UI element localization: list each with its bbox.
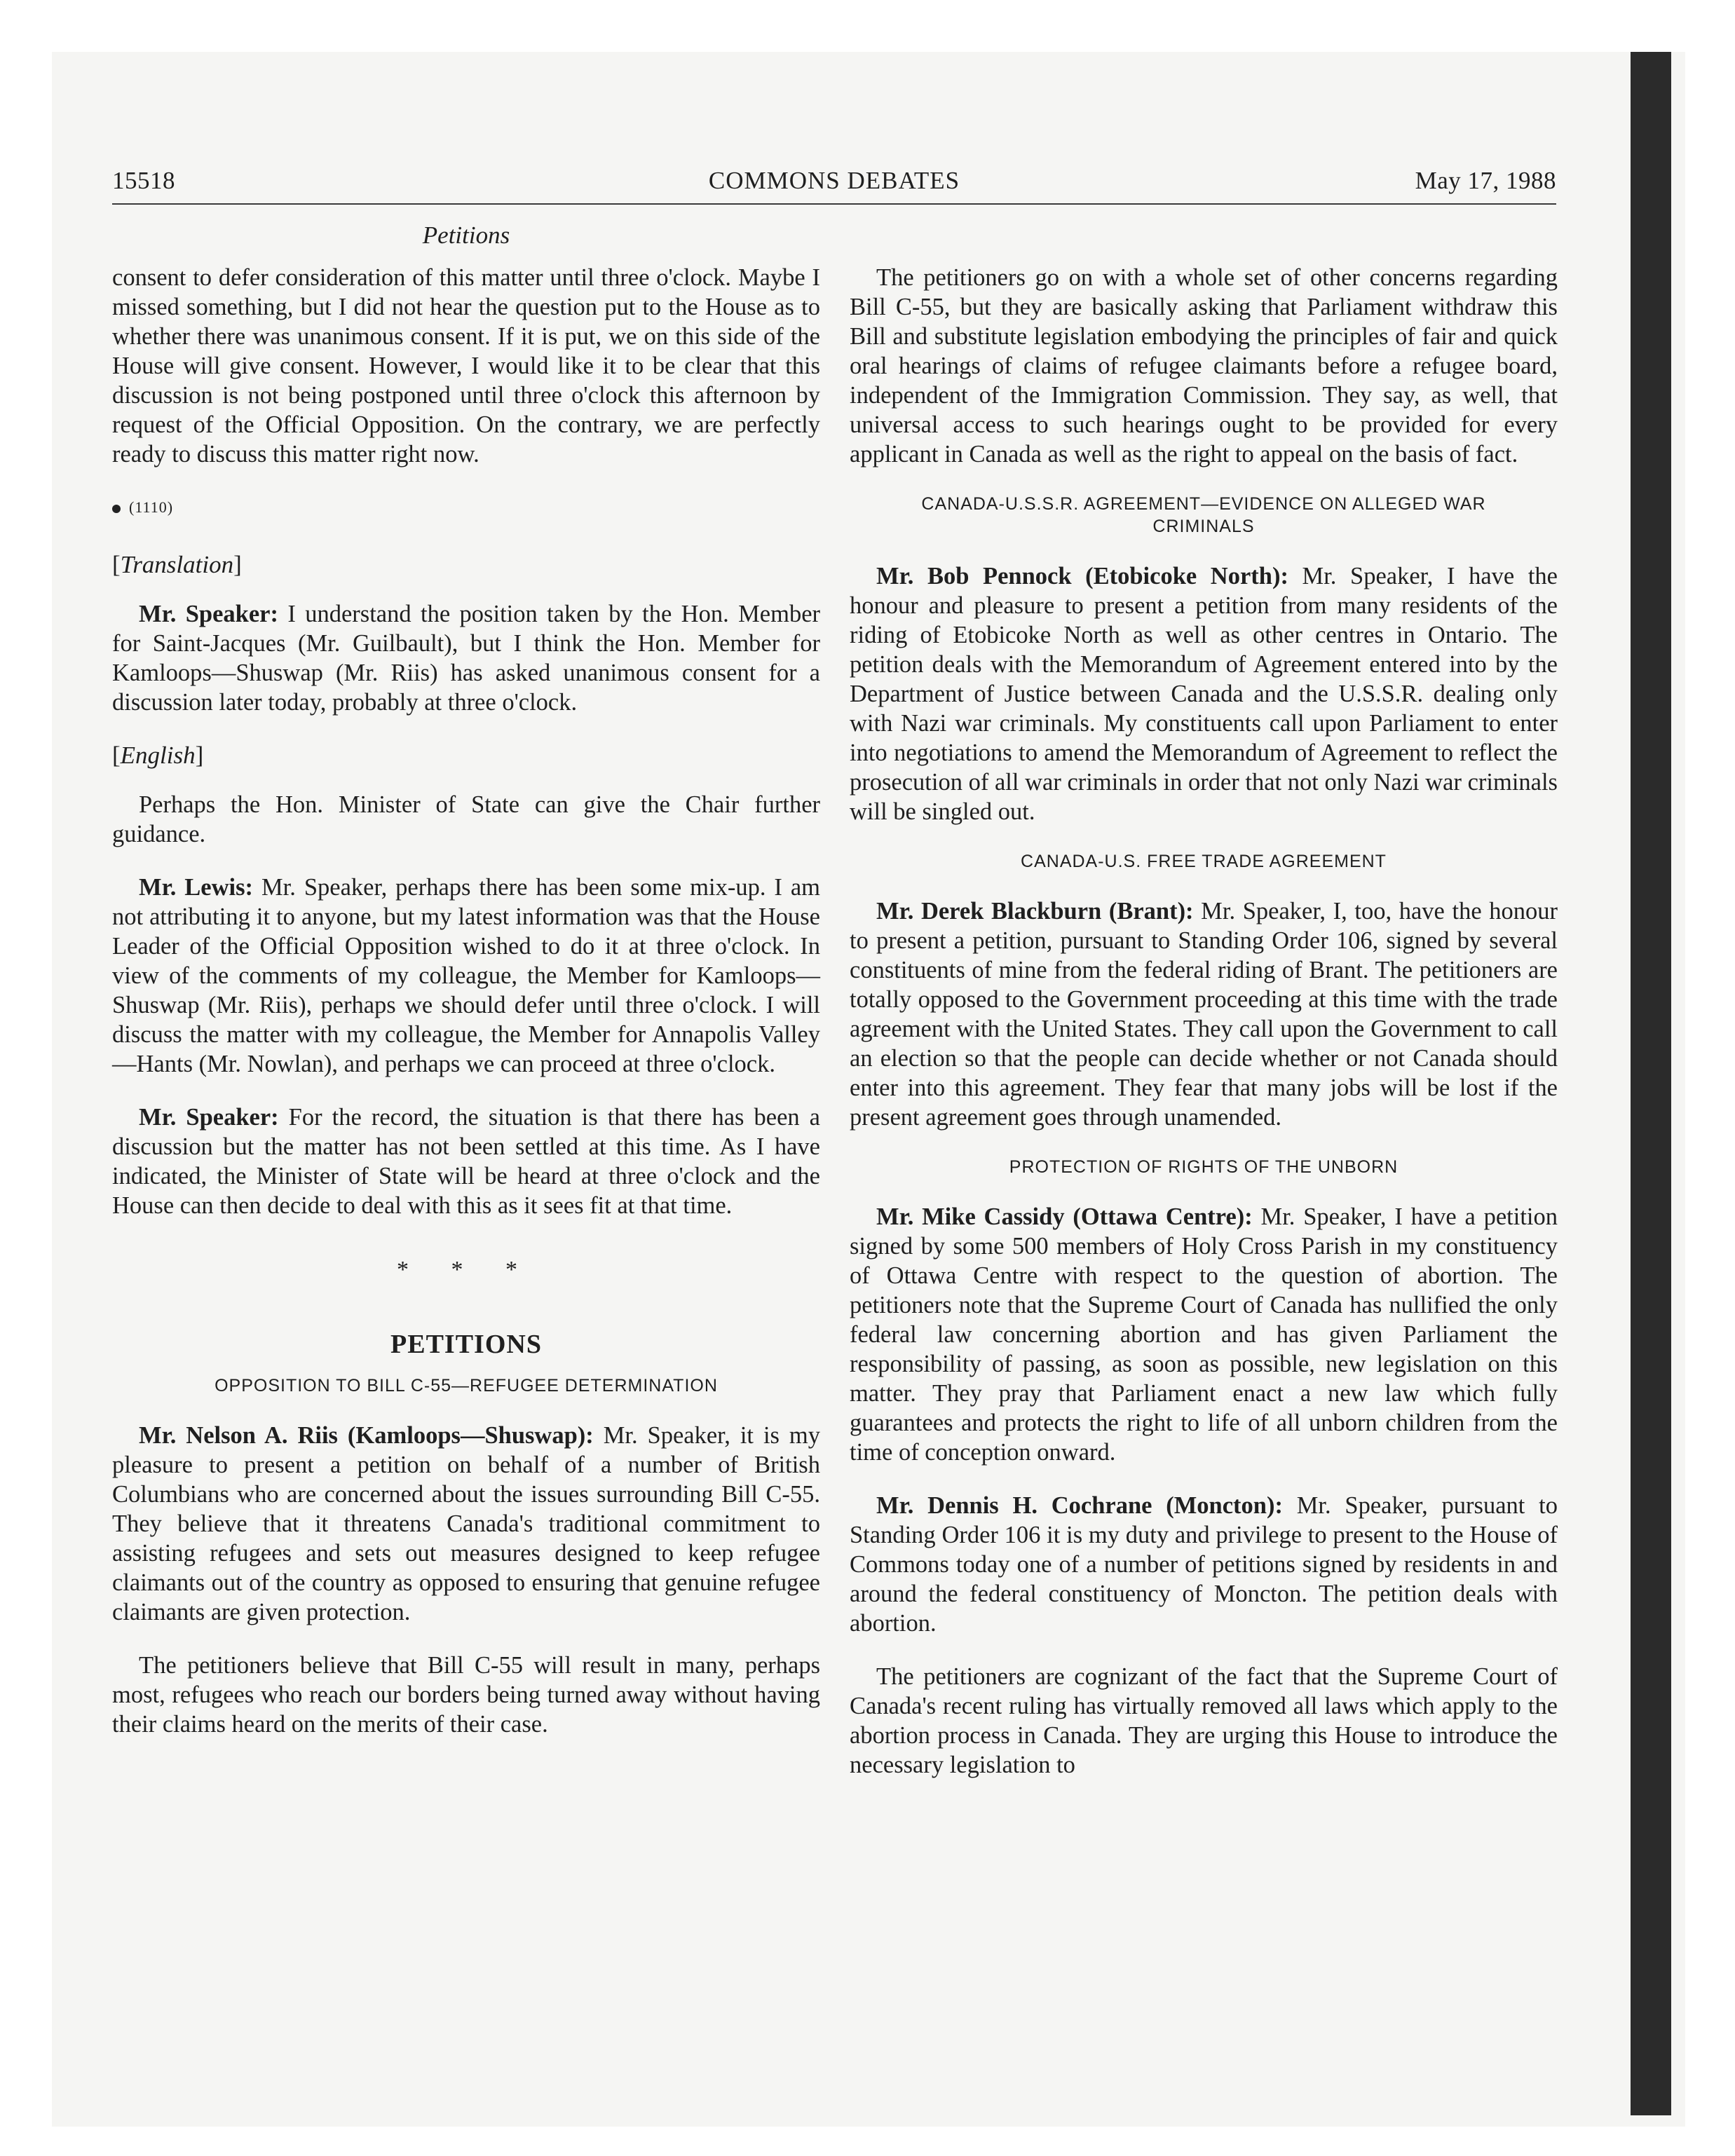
paragraph-petitioners: The petitioners go on with a whole set of other concerns regarding Bill C-55, but they are basically asking that Parliament withdraw this Bill and substitute legislation embodying the principles of fair and quick oral hearings of claims of refugee claimants before a refugee board, independent of the Immigration Commission. They say, as well, that universal access to such hearings ought to be provided for every applicant in Canada as well as the right to appeal on the basis of fact. <box>850 264 1558 468</box>
speaker-name: Mr. Lewis: <box>139 874 254 901</box>
section-divider: * * * <box>397 1257 536 1283</box>
speaker-name: Mr. Derek Blackburn (Brant): <box>876 898 1194 925</box>
speech-pennock <box>850 561 1558 826</box>
speech-text: I understand the position taken by the Hon. Member for Saint-Jacques (Mr. Guilbault), but I think the Hon. Member for Kamloops—Shuswap (Mr. Riis) has asked unanimous consent for a discussion later today, probably at three o'clock. <box>112 601 820 716</box>
speech-speaker-2 <box>112 1103 820 1220</box>
paragraph-minister: Perhaps the Hon. Minister of State can give the Chair further guidance. <box>112 791 820 847</box>
right-column <box>850 263 1558 1803</box>
journal-title: COMMONS DEBATES <box>708 167 960 194</box>
speaker-name: Mr. Bob Pennock (Etobicoke North): <box>876 563 1288 589</box>
translation-label: Translation <box>120 551 234 578</box>
section-title: PETITIONS <box>390 1330 542 1359</box>
speech-text: Mr. Speaker, I have a petition signed by some 500 members of Holy Cross Parish in my constituency of Ottawa Centre with respect to the question of abortion. The petitioners note that the Supreme Court of Canada has nullified the only federal law concerning abortion and has given Parliament the responsibility of passing, as soon as possible, new legislation on this matter. They pray that Parliament enact a new law which fully guarantees and protects the right to life of all unborn children from the time of conception onward. <box>850 1203 1558 1466</box>
speech-text: Mr. Speaker, I, too, have the honour to present a petition, pursuant to Standing Order 106, signed by several constituents of mine from the federal riding of Brant. The petitioners are totally opposed to the Government proceeding at this time with the trade agreement with the United States. They call upon the Government to call an election so that the people can decide whether or not Canada should enter into this agreement. They fear that many jobs will be lost if the present agreement goes through unamended. <box>850 898 1558 1131</box>
speaker-name: Mr. Mike Cassidy (Ottawa Centre): <box>876 1203 1253 1230</box>
time-marker-text: (1110) <box>129 498 174 516</box>
speech-lewis <box>112 873 820 1079</box>
page-number: 15518 <box>112 167 175 194</box>
scan-edge-shadow <box>1631 52 1671 2115</box>
subheading: PROTECTION OF RIGHTS OF THE UNBORN <box>1009 1157 1399 1177</box>
speaker-name: Mr. Nelson A. Riis (Kamloops—Shuswap): <box>139 1422 594 1449</box>
speech-text: Mr. Speaker, pursuant to Standing Order 106 it is my duty and privilege to present to the House of Commons today one of a number of petitions signed by residents in and around the federal constituency of Moncton. The petition deals with abortion. <box>850 1492 1558 1637</box>
speech-text: Mr. Speaker, perhaps there has been some mix-up. I am not attributing it to anyone, but my latest information was that the House Leader of the Official Opposition wished to do it at three o'clock. In view of the comments of my colleague, the Member for Kamloops—Shuswap (Mr. Riis), perhaps we should defer until three o'clock. I will discuss the matter with my colleague, the Member for Annapolis Valley—Hants (Mr. Nowlan), and perhaps we can proceed at three o'clock. <box>112 874 821 1077</box>
time-marker <box>112 493 820 522</box>
english-label: English <box>120 742 196 769</box>
subheading: CANADA-U.S.S.R. AGREEMENT—EVIDENCE ON ALLEGED WAR CRIMINALS <box>921 494 1486 536</box>
subheading: OPPOSITION TO BILL C-55—REFUGEE DETERMINATION <box>215 1376 718 1396</box>
subheading: CANADA-U.S. FREE TRADE AGREEMENT <box>1021 852 1387 871</box>
page-date: May 17, 1988 <box>1415 167 1556 194</box>
speech-cassidy <box>850 1202 1558 1467</box>
paragraph-cochrane-2: The petitioners are cognizant of the fact that the Supreme Court of Canada's recent ruling has virtually removed all laws which apply to the abortion process in Canada. They are urging this House to introduce the necessary legislation to <box>850 1663 1558 1778</box>
page-header <box>112 167 1556 205</box>
speech-text: For the record, the situation is that there has been a discussion but the matter has not been settled at this time. As I have indicated, the Minister of State will be heard at three o'clock and the House can then decide to deal with this as it sees fit at that time. <box>112 1104 820 1219</box>
speech-speaker-1 <box>112 599 820 717</box>
speech-blackburn <box>850 896 1558 1132</box>
speech-text: Mr. Speaker, it is my pleasure to present a petition on behalf of a number of British Columbians who are concerned about the issues surrounding Bill C-55. They believe that it threatens Canada's traditional commitment to assisting refugees and sets out measures designed to keep refugee claimants out of the country as opposed to ensuring that genuine refugee claimants are given protection. <box>112 1422 820 1625</box>
speech-text: Mr. Speaker, I have the honour and pleasure to present a petition from many residents of the riding of Etobicoke North as well as other centres in Ontario. The petition deals with the Memorandum of Agreement entered into by the Department of Justice between Canada and the U.S.S.R. dealing only with Nazi war criminals. My constituents call upon Parliament to enter into negotiations to amend the Memorandum of Agreement to reflect the prosecution of all war criminals in order that not only Nazi war criminals will be singled out. <box>850 563 1558 825</box>
speaker-name: Mr. Speaker: <box>139 1104 279 1131</box>
bullet-icon <box>112 505 121 513</box>
paragraph-riis-2: The petitioners believe that Bill C-55 will result in many, perhaps most, refugees who reach our borders being turned away without having their claims heard on the merits of their case. <box>112 1652 820 1738</box>
left-column <box>112 263 820 1763</box>
language-note-english: [English] <box>112 742 204 769</box>
speaker-name: Mr. Dennis H. Cochrane (Moncton): <box>876 1492 1283 1519</box>
speech-riis <box>112 1421 820 1627</box>
speaker-name: Mr. Speaker: <box>139 601 278 627</box>
paragraph-continuation: consent to defer consideration of this matter until three o'clock. Maybe I missed something, but I did not hear the question put to the House as to whether there was unanimous consent. If it is put, we on this side of the House will give consent. However, I would like it to be clear that this discussion is not being postponed until three o'clock this afternoon by request of the Official Opposition. On the contrary, we are perfectly ready to discuss this matter right now. <box>112 264 820 468</box>
speech-cochrane <box>850 1491 1558 1638</box>
running-head: Petitions <box>422 221 510 249</box>
language-note-translation: [Translation] <box>112 551 242 578</box>
